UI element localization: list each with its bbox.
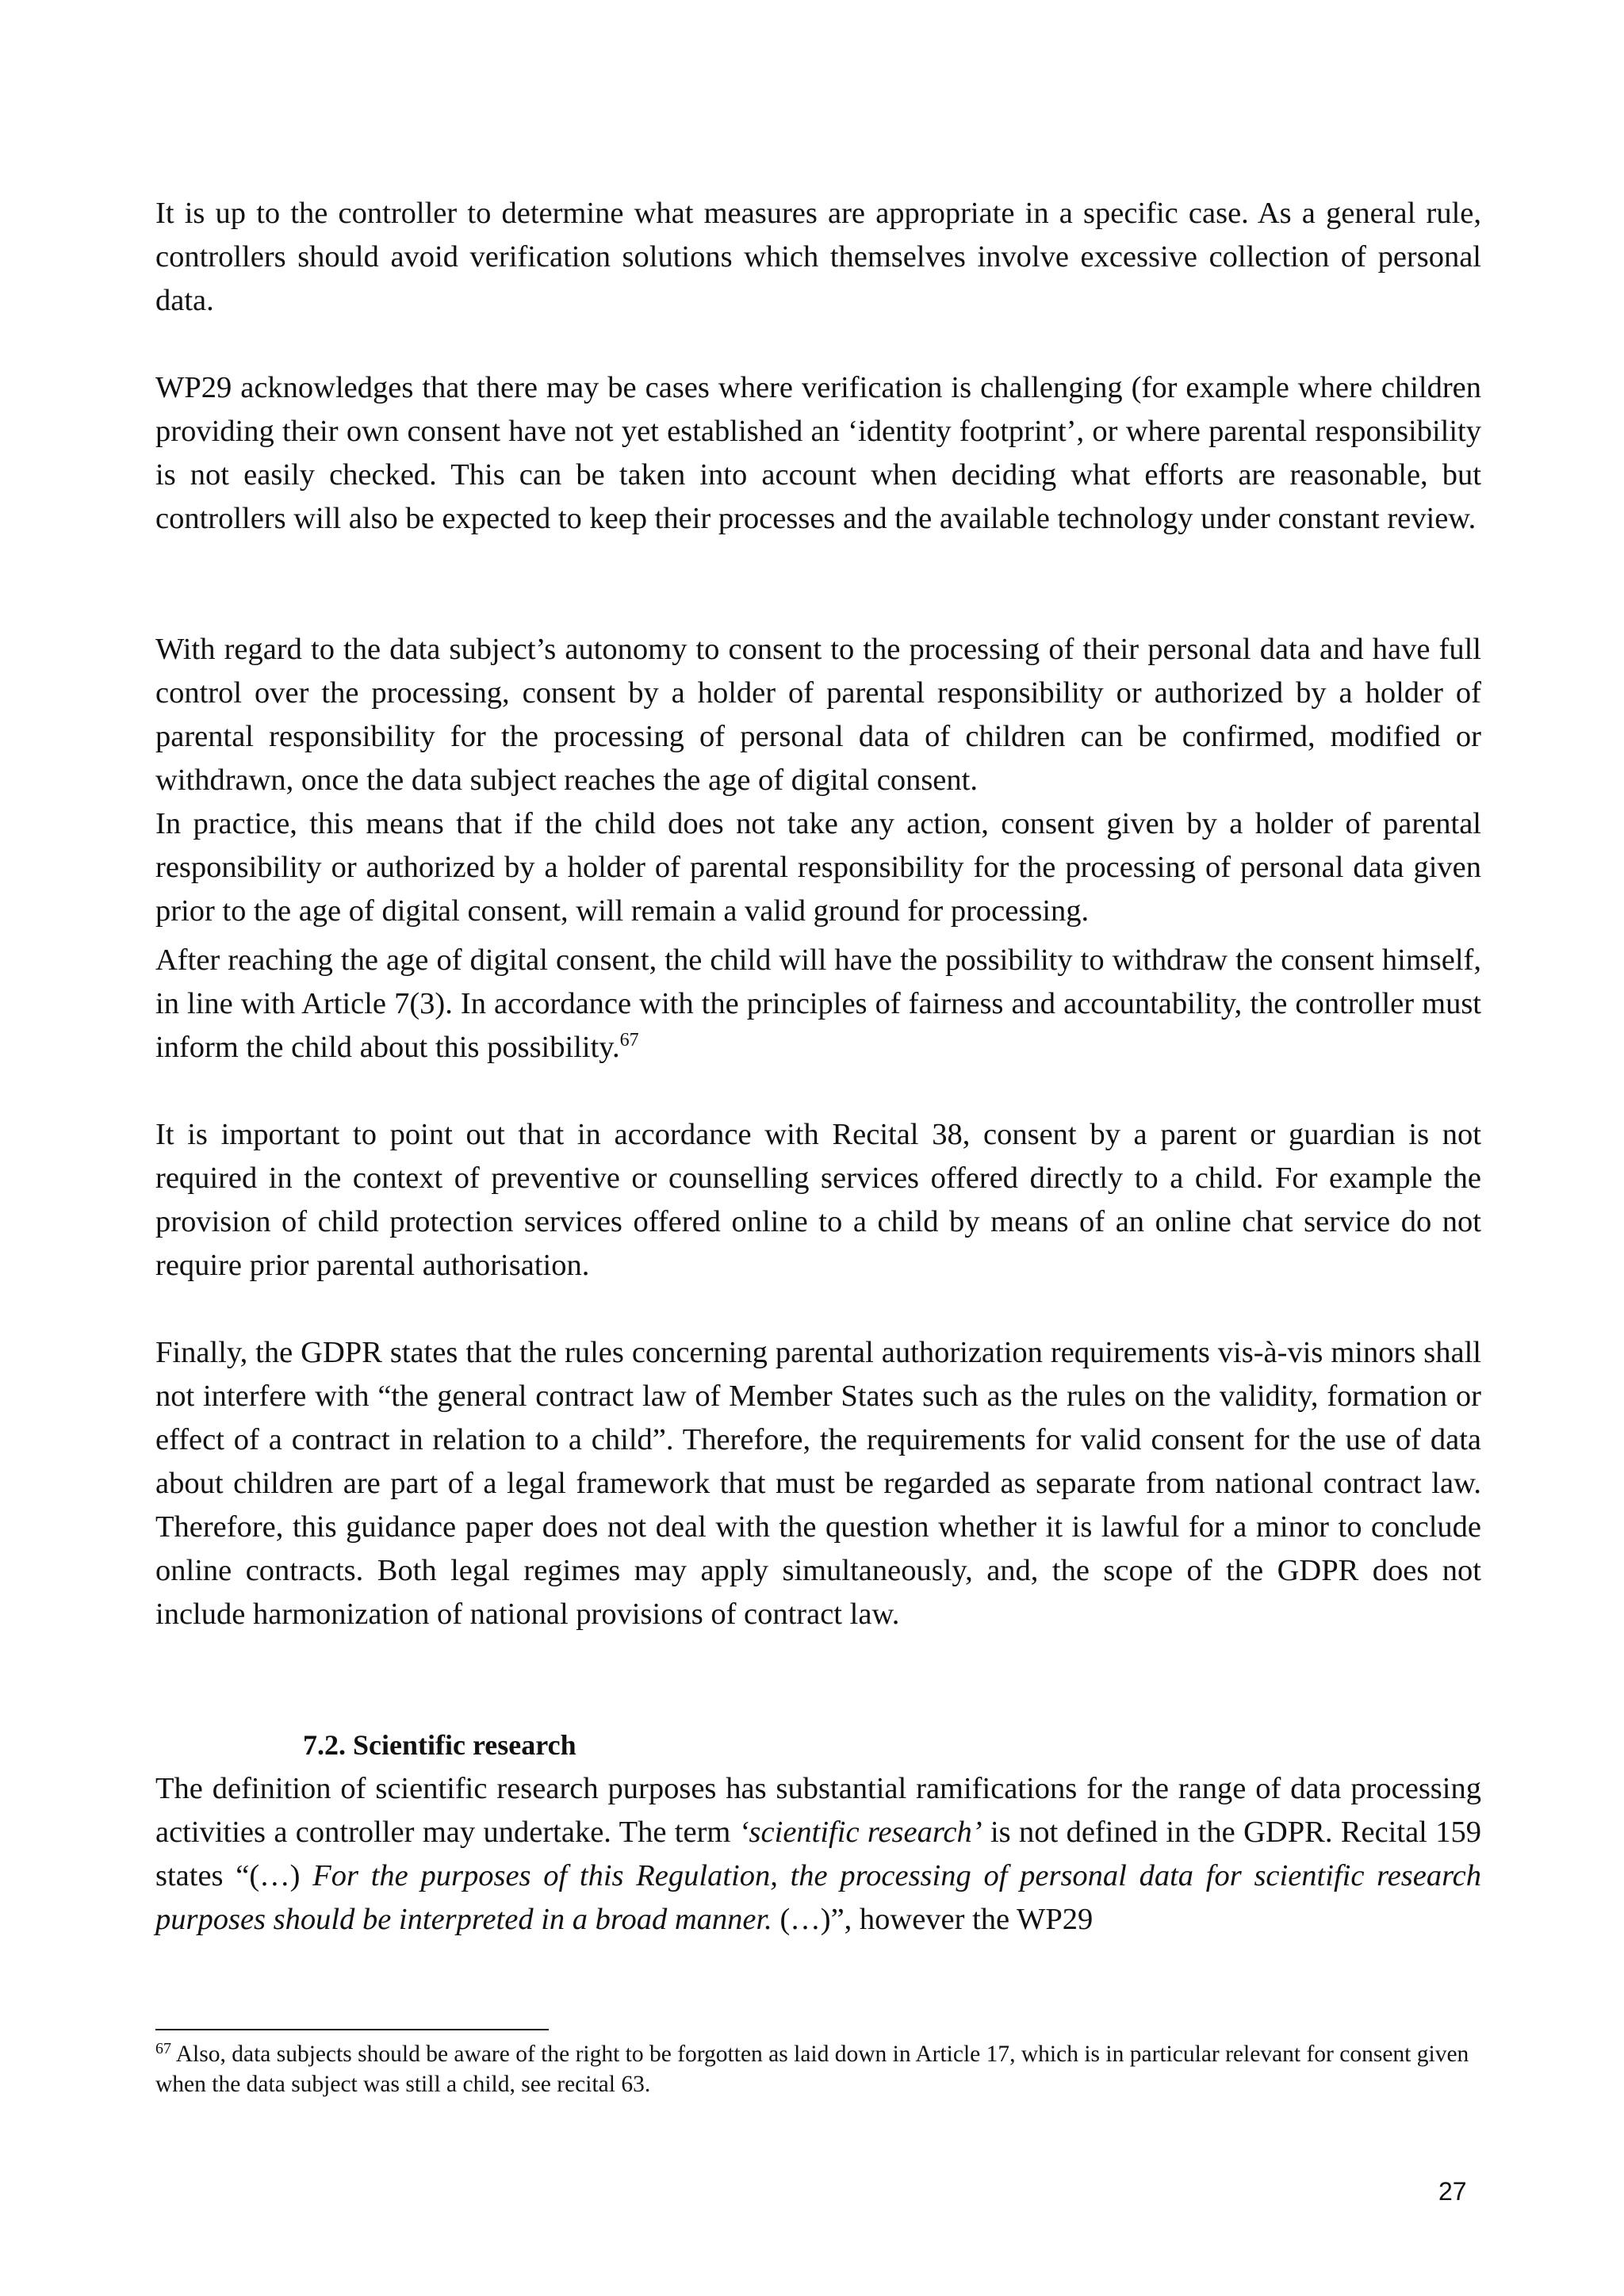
page-number: 27 <box>1438 2177 1467 2206</box>
section-heading-scientific-research: 7.2. Scientific research <box>303 1729 576 1761</box>
footnote-reference[interactable]: 67 <box>619 1030 639 1050</box>
paragraph-verification-challenging: WP29 acknowledges that there may be cases where verification is challenging (for example where children providing their own consent have not yet established an ‘identity footprint’, or where parental responsibility is not easily checked. This can be taken into account when deciding what efforts are reasonable, but controllers will also be expected to keep their processes and the available technology under constant review. <box>155 371 1481 535</box>
paragraph-after-reaching-age <box>155 939 1481 1070</box>
paragraph-finally-gdpr: Finally, the GDPR states that the rules concerning parental authorization requirements vis-à-vis minors shall not interfere with “the general contract law of Member States such as the rules on the validity, formation or effect of a contract in relation to a child”. Therefore, the requirements for valid consent for the use of data about children are part of a legal framework that must be regarded as separate from national contract law. Therefore, this guidance paper does not deal with the question whether it is lawful for a minor to conclude online contracts. Both legal regimes may apply simultaneously, and, the scope of the GDPR does not include harmonization of national provisions of contract law. <box>155 1336 1481 1631</box>
paragraph-after-reaching-age-text: After reaching the age of digital consent, the child will have the possibility to withdraw the consent himself, in line with Article 7(3). In accordance with the principles of fairness and accountability, the controller must inform the child about this possibility. <box>155 943 1481 1064</box>
research-text-part2: is not defined in the GDPR. Recital 159 states “(…) <box>155 1816 1481 1892</box>
footnote-number: 67 <box>155 2040 171 2057</box>
paragraph-recital-38: It is important to point out that in accordance with Recital 38, consent by a parent or guardian is not required in the context of preventive or counselling services offered directly to a child. For example the provision of child protection services offered online to a child by means of an online chat service do not require prior parental authorisation. <box>155 1118 1481 1282</box>
research-text-part1: The definition of scientific research purposes has substantial ramifications for the range of data processing activities a controller may undertake. The term <box>155 1772 1481 1849</box>
paragraph-controller-measures: It is up to the controller to determine what measures are appropriate in a specific case. As a general rule, controllers should avoid verification solutions which themselves involve excessive collection of personal data. <box>155 197 1481 317</box>
recital-159-quote: For the purposes of this Regulation, the processing of personal data for scientific research purposes should be interpreted in a broad manner. <box>155 1859 1482 1936</box>
footnote-67 <box>155 2039 1481 2099</box>
paragraph-in-practice: In practice, this means that if the child does not take any action, consent given by a holder of parental responsibility or authorized by a holder of parental responsibility for the processing of personal data given prior to the age of digital consent, will remain a valid ground for processing. <box>155 807 1481 928</box>
paragraph-scientific-research-definition <box>155 1767 1481 1942</box>
paragraph-data-subject-autonomy: With regard to the data subject’s autonomy to consent to the processing of their personal data and have full control over the processing, consent by a holder of parental responsibility or authorized by a holder of parental responsibility for the processing of personal data of children can be confirmed, modified or withdrawn, once the data subject reaches the age of digital consent. <box>155 633 1481 797</box>
footnote-text: Also, data subjects should be aware of the right to be forgotten as laid down in Article 17, which is in particular relevant for consent given when the data subject was still a child, see recital 63. <box>155 2042 1469 2097</box>
research-term: ‘scientific research’ <box>738 1816 982 1849</box>
footnote-separator <box>155 2029 549 2030</box>
research-text-part3: (…)”, however the WP29 <box>772 1903 1094 1936</box>
